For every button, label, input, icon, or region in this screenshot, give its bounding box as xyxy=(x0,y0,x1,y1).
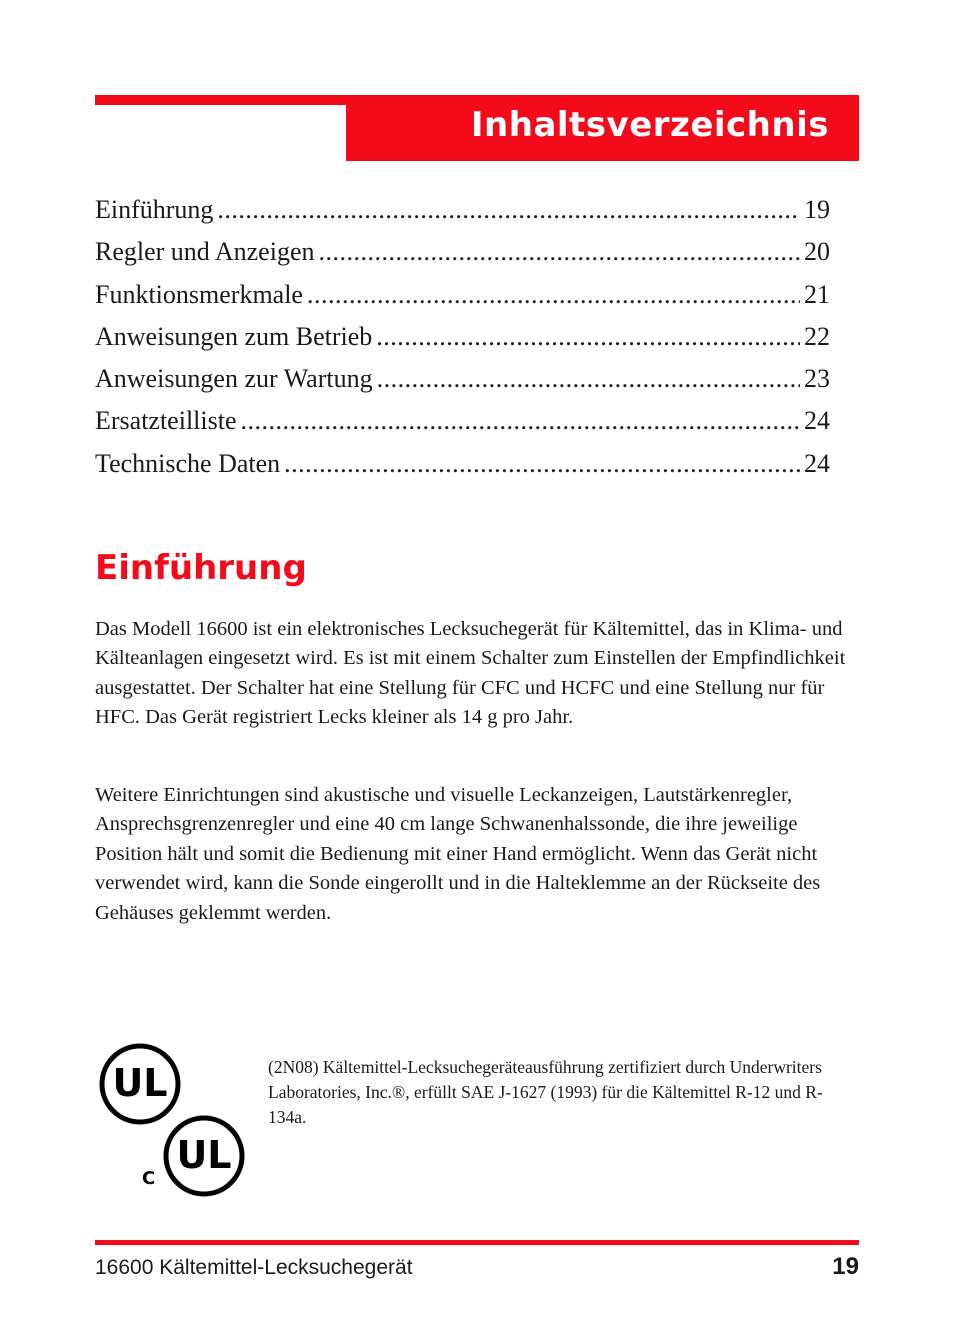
toc-entry-label: Einführung xyxy=(95,195,214,224)
toc-entry-page: 24 xyxy=(804,448,830,478)
page-title: Inhaltsverzeichnis xyxy=(470,105,829,145)
toc-entry-label: Funktionsmerkmale xyxy=(95,279,303,309)
footer-rule xyxy=(95,1240,859,1245)
title-banner xyxy=(346,95,859,161)
toc-entry-page: 20 xyxy=(804,237,830,267)
toc-entry-label: Regler und Anzeigen xyxy=(95,237,315,267)
toc-entry-page: 19 xyxy=(804,195,830,224)
table-of-contents xyxy=(95,195,830,491)
toc-entry-label: Anweisungen zur Wartung xyxy=(95,364,373,394)
svg-text:C: C xyxy=(142,1168,156,1189)
toc-leader-dots xyxy=(241,406,800,436)
toc-leader-dots xyxy=(307,280,800,310)
toc-entry[interactable] xyxy=(95,195,830,237)
svg-text:UL: UL xyxy=(176,1133,232,1177)
page-number: 19 xyxy=(832,1253,859,1280)
intro-paragraph: Das Modell 16600 ist ein elektronisches Lecksuchegerät für Kältemittel, das in Klima- und Kälteanlagen eingesetzt wird. Es ist mit einem Schalter zum Einstellen der Empfindlichkeit ausgestattet. Der Schalter hat eine Stellung für CFC und HCFC und eine Stellung nur für HFC. Das Gerät registriert Lecks kleiner als 14 g pro Jahr. xyxy=(95,618,846,729)
toc-entry[interactable] xyxy=(95,322,830,364)
toc-entry-label: Ersatzteilliste xyxy=(95,406,237,436)
toc-entry-page: 24 xyxy=(804,406,830,436)
toc-entry-page: 21 xyxy=(804,279,830,309)
toc-entry[interactable] xyxy=(95,406,830,448)
toc-entry-label: Technische Daten xyxy=(95,448,281,478)
c-ul-logo-icon xyxy=(138,1112,248,1200)
toc-entry[interactable] xyxy=(95,364,830,406)
toc-entry[interactable] xyxy=(95,449,830,491)
toc-leader-dots xyxy=(284,449,800,479)
section-heading: Einführung xyxy=(95,548,307,588)
toc-leader-dots xyxy=(217,195,800,225)
toc-entry-page: 23 xyxy=(804,364,830,394)
toc-entry[interactable] xyxy=(95,237,830,279)
footer-title: 16600 Kältemittel-Lecksuchegerät xyxy=(95,1256,413,1279)
intro-paragraph: Weitere Einrichtungen sind akustische und visuelle Leckanzeigen, Lautstärkenregler, Ansprechsgrenzenregler und eine 40 cm lange Schwanenhalssonde, die ihre jeweilige Position hält und somit die Bedienung mit einer Hand ermöglicht. Wenn das Gerät nicht verwendet wird, kann die Sonde eingerollt und in die Halteklemme an der Rückseite des Gehäuses geklemmt werden. xyxy=(95,784,821,924)
toc-entry-label: Anweisungen zum Betrieb xyxy=(95,321,373,351)
toc-leader-dots xyxy=(377,364,800,394)
svg-text:UL: UL xyxy=(112,1061,168,1105)
toc-entry-page: 22 xyxy=(804,321,830,351)
toc-leader-dots xyxy=(319,237,801,267)
certification-text: (2N08) Kältemittel-Lecksuchegeräteausführung zertifiziert durch Underwriters Laboratories, Inc.®, erfüllt SAE J-1627 (1993) für die Kältemittel R-12 und R-134a. xyxy=(268,1057,823,1127)
toc-leader-dots xyxy=(376,322,800,352)
toc-entry[interactable] xyxy=(95,280,830,322)
